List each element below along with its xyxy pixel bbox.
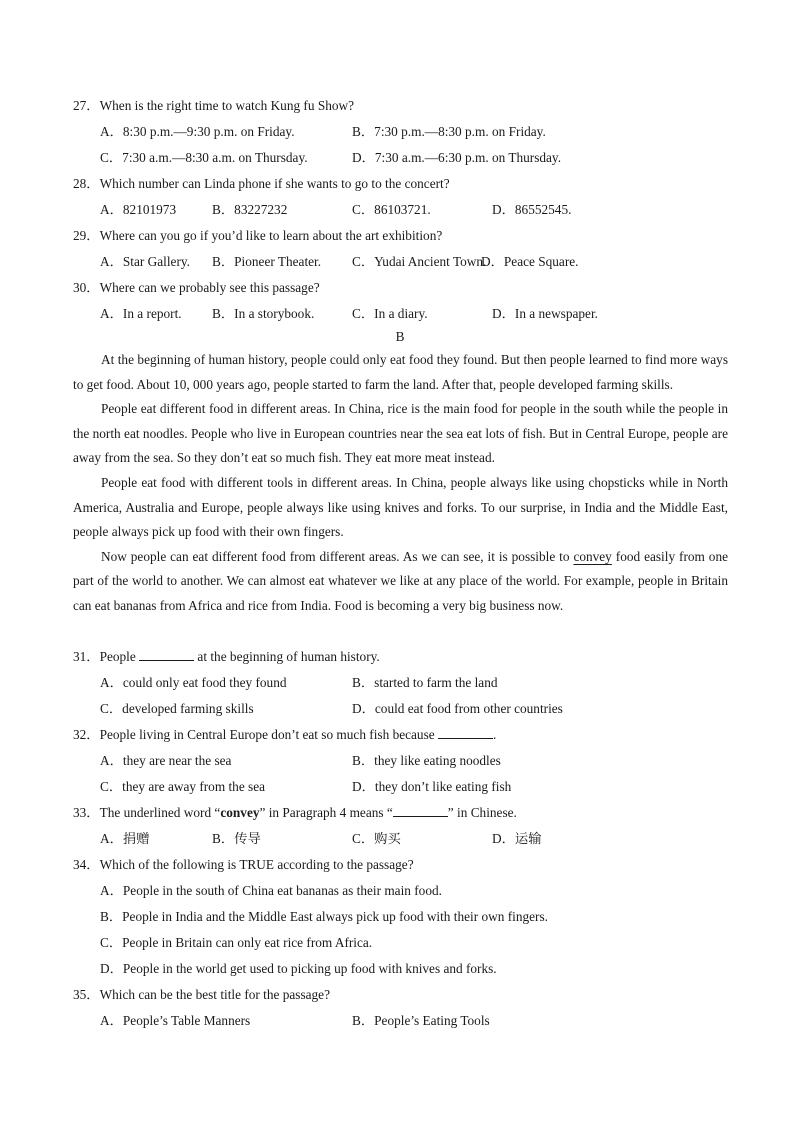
q34-option-d: D．People in the world get used to picking up food with knives and forks.	[100, 961, 497, 976]
question-29-stem: 29．Where can you go if you’d like to learn about the art exhibition?	[73, 228, 443, 243]
q35-option-a: A．People’s Table Manners	[100, 1013, 251, 1028]
q31-option-a: A．could only eat food they found	[100, 675, 287, 690]
q33-stem-start: 33．The underlined word “	[73, 805, 221, 820]
question-35-stem: 35．Which can be the best title for the passage?	[73, 987, 330, 1002]
passage-paragraph-4	[73, 545, 728, 619]
q32-option-b: B．they like eating noodles	[352, 753, 501, 768]
q35-option-b: B．People’s Eating Tools	[352, 1013, 490, 1028]
q33-stem-middle: ” in Paragraph 4 means “	[259, 805, 393, 820]
q32-stem-start: 32．People living in Central Europe don’t eat so much fish because	[73, 727, 438, 742]
q34-option-b: B．People in India and the Middle East always pick up food with their own fingers.	[100, 909, 548, 924]
q32-option-c: C．they are away from the sea	[100, 779, 266, 794]
q28-option-d: D．86552545.	[492, 202, 572, 217]
q34-option-c: C．People in Britain can only eat rice from Africa.	[100, 935, 373, 950]
question-34-stem: 34．Which of the following is TRUE according to the passage?	[73, 857, 414, 872]
q27-option-a: A．8:30 p.m.—9:30 p.m. on Friday.	[100, 124, 295, 139]
q29-option-b: B．Pioneer Theater.	[212, 254, 322, 269]
q29-option-c: C．Yudai Ancient Town.	[352, 254, 487, 269]
q33-bold-word: convey	[220, 805, 260, 820]
section-label: B	[395, 329, 405, 344]
question-32-stem	[73, 724, 496, 743]
q34-option-a: A．People in the south of China eat bananas as their main food.	[100, 883, 442, 898]
q28-option-a: A．82101973	[100, 202, 177, 217]
q31-stem-start: 31．People	[73, 649, 140, 664]
q28-option-c: C．86103721.	[352, 202, 431, 217]
q32-stem-end: .	[492, 727, 497, 742]
question-30-stem: 30．Where can we probably see this passage?	[73, 280, 320, 295]
q31-option-d: D．could eat food from other countries	[352, 701, 563, 716]
q30-option-c: C．In a diary.	[352, 306, 428, 321]
passage-paragraph-1: At the beginning of human history, people could only eat food they found. But then people learned to find more ways to get food. About 10, 000 years ago, people started to farm the land. After that, people developed farming skills.	[73, 352, 728, 392]
paragraph-4-text-a: Now people can eat different food from different areas. As we can see, it is possible to	[101, 548, 574, 564]
q30-option-b: B．In a storybook.	[212, 306, 315, 321]
underlined-word: convey	[573, 548, 612, 564]
passage-paragraph-3: People eat food with different tools in different areas. In China, people always like using chopsticks while in North America, Australia and Europe, people always like using knives and forks. To our surprise, in India and the Middle East, people always pick up food with their own fingers.	[73, 474, 728, 540]
q29-option-a: A．Star Gallery.	[100, 254, 190, 269]
q27-option-c: C．7:30 a.m.—8:30 a.m. on Thursday.	[100, 150, 308, 165]
q31-stem-end: at the beginning of human history.	[194, 649, 380, 664]
q33-stem-end: ” in Chinese.	[447, 805, 517, 820]
q33-option-c: C．购买	[352, 831, 401, 846]
answer-blank	[438, 726, 493, 739]
question-31-stem	[73, 646, 380, 665]
q32-option-a: A．they are near the sea	[100, 753, 232, 768]
q27-option-b: B．7:30 p.m.—8:30 p.m. on Friday.	[352, 124, 546, 139]
question-27-stem: 27．When is the right time to watch Kung fu Show?	[73, 98, 355, 113]
question-28-stem: 28．Which number can Linda phone if she wants to go to the concert?	[73, 176, 450, 191]
answer-blank	[139, 648, 194, 661]
q33-option-b: B．传导	[212, 831, 261, 846]
q28-option-b: B．83227232	[212, 202, 288, 217]
q29-option-d: D．Peace Square.	[481, 254, 579, 269]
q31-option-b: B．started to farm the land	[352, 675, 498, 690]
q30-option-d: D．In a newspaper.	[492, 306, 598, 321]
passage-paragraph-2: People eat different food in different areas. In China, rice is the main food for people in the south while the people in the north eat noodles. People who live in European countries near the sea eat lots of fish. But in Central Europe, people are away from the sea. So they don’t eat so much fish. They eat more meat instead.	[73, 401, 728, 466]
q33-option-a: A．捐赠	[100, 831, 150, 846]
question-33-stem	[73, 802, 517, 821]
answer-blank	[393, 804, 448, 817]
q33-option-d: D．运输	[492, 831, 542, 846]
paragraph-4-text-b: food easily from one part of the world to another. We can almost eat whatever we like at any place of the world. For example, people in Britain can eat bananas from Africa and rice from India. Food is becoming a very big business now.	[73, 548, 728, 613]
reading-passage	[73, 348, 728, 619]
q30-option-a: A．In a report.	[100, 306, 182, 321]
q31-option-c: C．developed farming skills	[100, 701, 254, 716]
q27-option-d: D．7:30 a.m.—6:30 p.m. on Thursday.	[352, 150, 562, 165]
q32-option-d: D．they don’t like eating fish	[352, 779, 512, 794]
